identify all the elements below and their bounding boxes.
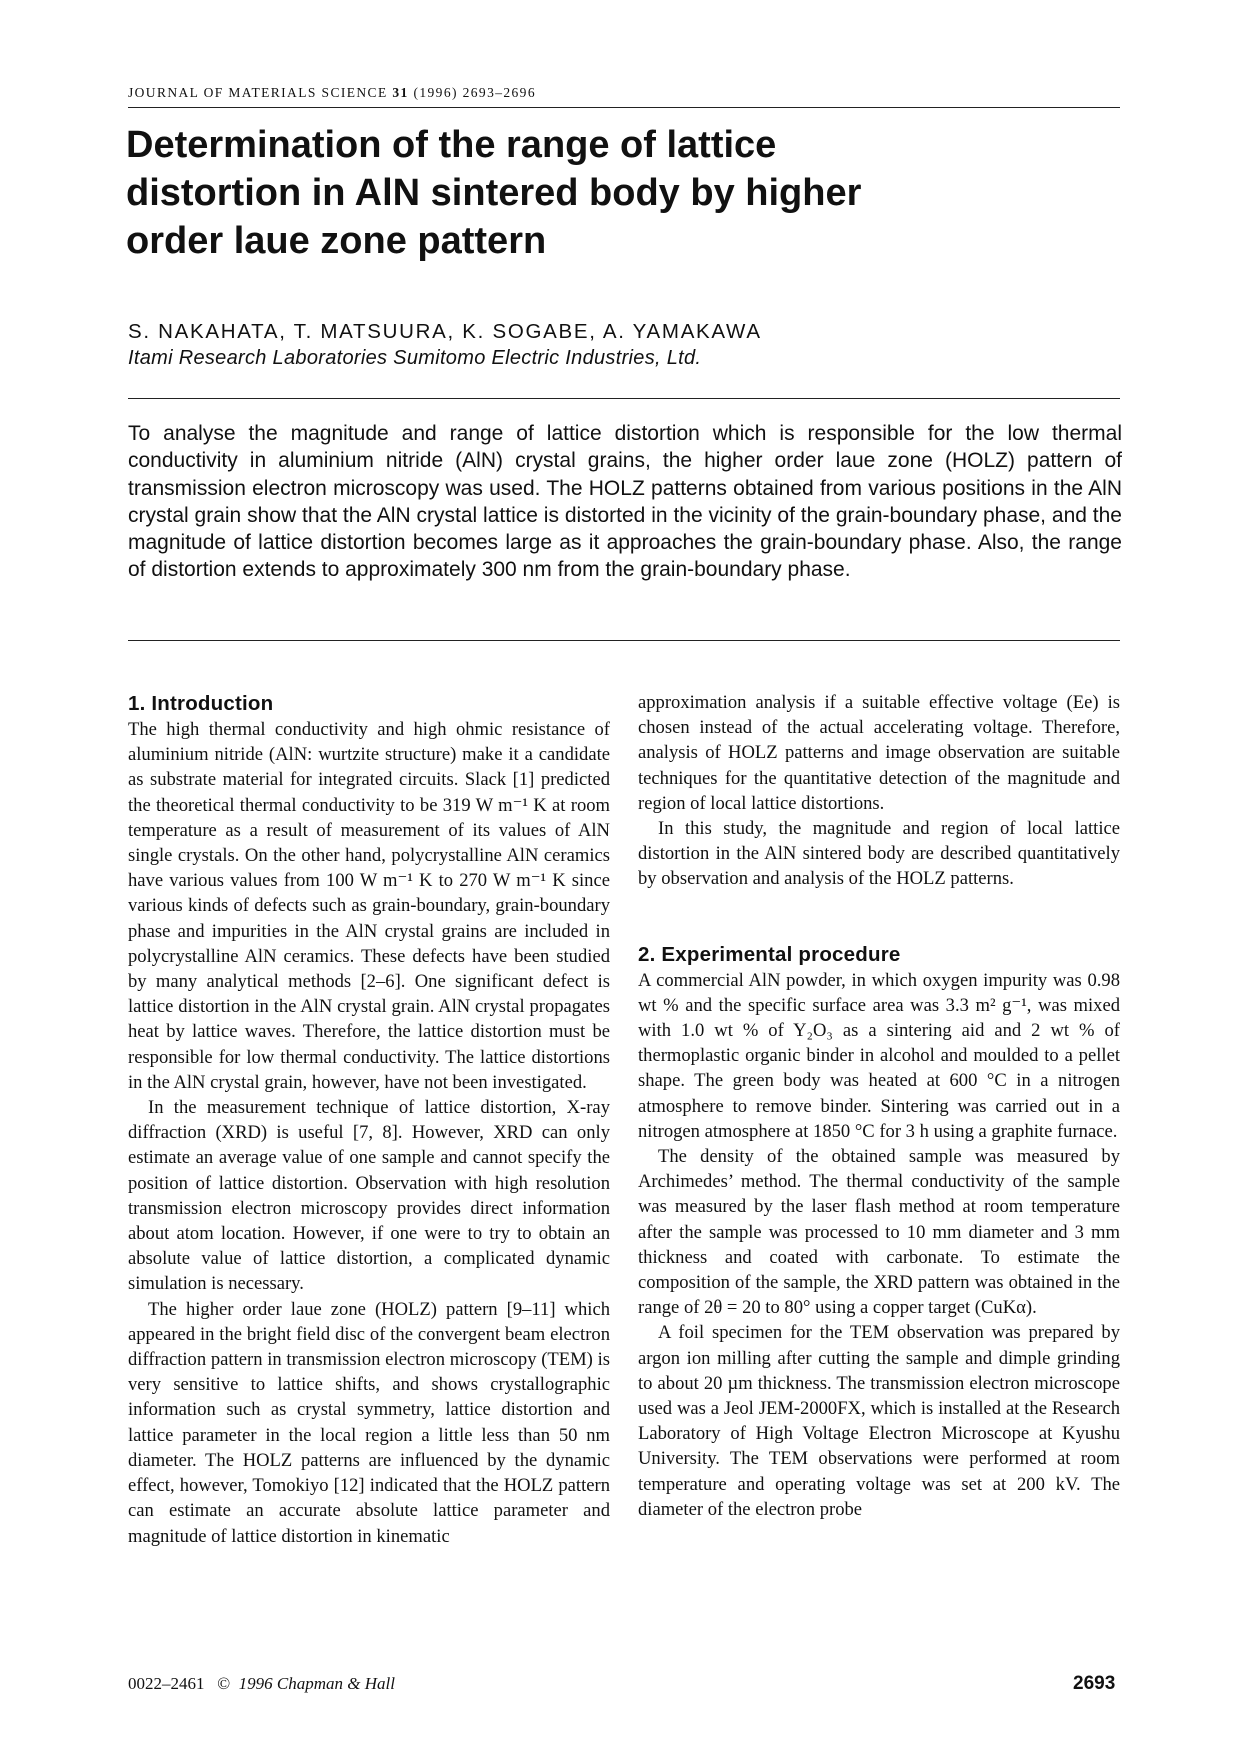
page-number: 2693 <box>1073 1673 1116 1694</box>
abstract-top-rule <box>128 398 1120 399</box>
experimental-paragraph-2: The density of the obtained sample was measured by Archimedes’ method. The thermal conductivity of the sample was measured by the laser flash method at room temperature after the sample was processed to 10 mm diameter and 3 mm thickness and coated with carbonate. To estimate the composition of the sample, the XRD pattern was obtained in the range of 2θ = 20 to 80° using a copper target (CuKα). <box>638 1146 1120 1319</box>
volume-number: 31 <box>392 85 409 100</box>
abstract: To analyse the magnitude and range of lattice distortion which is responsible for the low thermal conductivity in aluminium nitride (AlN) crystal grains, the higher order laue zone (HOLZ) pattern of transmission electron microscopy was used. The HOLZ patterns obtained from various positions in the AlN crystal grain show that the AlN crystal lattice is distorted in the vicinity of the grain-boundary phase, and the magnitude of lattice distortion becomes large as it approaches the grain-boundary phase. Also, the range of distortion extends to approximately 300 nm from the grain-boundary phase. <box>128 422 1122 582</box>
intro-paragraph-4: approximation analysis if a suitable effective voltage (Ee) is chosen instead of the actual accelerating voltage. Therefore, analysis of HOLZ patterns and image observation are suitable techniques for the quantitative detection of the magnitude and region of local lattice distortions. <box>638 692 1120 814</box>
header-rule <box>128 107 1120 108</box>
year-pages: (1996) 2693–2696 <box>413 85 536 100</box>
running-head <box>128 85 536 101</box>
intro-paragraph-5: In this study, the magnitude and region of local lattice distortion in the AlN sintered body are described quantitatively by observation and analysis of the HOLZ patterns. <box>638 818 1120 890</box>
section-heading-introduction: 1. Introduction <box>128 692 274 715</box>
issn-code: 0022–2461 <box>128 1674 205 1693</box>
journal-name: JOURNAL OF MATERIALS SCIENCE <box>128 85 388 100</box>
abstract-bottom-rule <box>128 640 1120 641</box>
intro-paragraph-3: The higher order laue zone (HOLZ) pattern [9–11] which appeared in the bright field disc of the convergent beam electron diffraction pattern in transmission electron microscopy (TEM) is very sensitive to lattice shifts, and shows crystallographic information such as crystal symmetry, lattice distortion and lattice parameter in the local region a little less than 50 nm diameter. The HOLZ patterns are influenced by the dynamic effect, however, Tomokiyo [12] indicated that the HOLZ pattern can estimate an accurate absolute lattice parameter and magnitude of lattice distortion in kinematic <box>128 1298 610 1547</box>
author-list: S. NAKAHATA, T. MATSUURA, K. SOGABE, A. YAMAKAWA <box>128 320 762 343</box>
section-heading-experimental: 2. Experimental procedure <box>638 942 901 966</box>
experimental-paragraph-1: A commercial AlN powder, in which oxygen impurity was 0.98 wt % and the specific surface area was 3.3 m² g⁻¹, was mixed with 1.0 wt % of Y₂O₃ as a sintering aid and 2 wt % of thermoplastic organic binder in alcohol and moulded to a pellet shape. The green body was heated at 600 °C in a nitrogen atmosphere to remove binder. Sintering was carried out in a nitrogen atmosphere at 1850 °C for 3 h using a graphite furnace. <box>638 969 1120 1142</box>
intro-paragraph-1: The high thermal conductivity and high ohmic resistance of aluminium nitride (AlN: wurtzite structure) make it a candidate as substrate material for integrated circuits. Slack [1] predicted the theoretical thermal conductivity to be 319 W m⁻¹ K at room temperature as a result of measurement of its values of AlN single crystals. On the other hand, polycrystalline AlN ceramics have various values from 100 W m⁻¹ K to 270 W m⁻¹ K since various kinds of defects such as grain-boundary, grain-boundary phase and impurities in the AlN crystal grains are included in polycrystalline AlN ceramics. These defects have been studied by many analytical methods [2–6]. One significant defect is lattice distortion in the AlN crystal grain. AlN crystal propagates heat by lattice waves. Therefore, the lattice distortion must be responsible for low thermal conductivity. The lattice distortions in the AlN crystal grain, however, have not been investigated. <box>128 719 610 1093</box>
right-column <box>638 690 1120 1522</box>
affiliation: Itami Research Laboratories Sumitomo Electric Industries, Ltd. <box>128 347 702 369</box>
experimental-paragraph-3: A foil specimen for the TEM observation was prepared by argon ion milling after cutting the sample and dimple grinding to about 20 µm thickness. The transmission electron microscope used was a Jeol JEM-2000FX, which is installed at the Research Laboratory of High Voltage Electron Microscope at Kyushu University. The TEM observations were performed at room temperature and operating voltage was set at 200 kV. The diameter of the electron probe <box>638 1322 1120 1520</box>
footer-left <box>128 1674 395 1694</box>
intro-paragraph-2: In the measurement technique of lattice distortion, X-ray diffraction (XRD) is useful [7, 8]. However, XRD can only estimate an average value of one sample and cannot specify the position of lattice distortion. Observation with high resolution transmission electron microscopy provides direct information about atom location. However, if one were to try to obtain an absolute value of lattice distortion, a complicated dynamic simulation is necessary. <box>128 1097 610 1295</box>
copyright-symbol: © <box>217 1674 231 1693</box>
left-column <box>128 690 610 1549</box>
paper-title: Determination of the range of lattice distortion in AlN sintered body by higher order laue zone pattern <box>126 124 862 262</box>
publisher: 1996 Chapman & Hall <box>238 1674 395 1693</box>
